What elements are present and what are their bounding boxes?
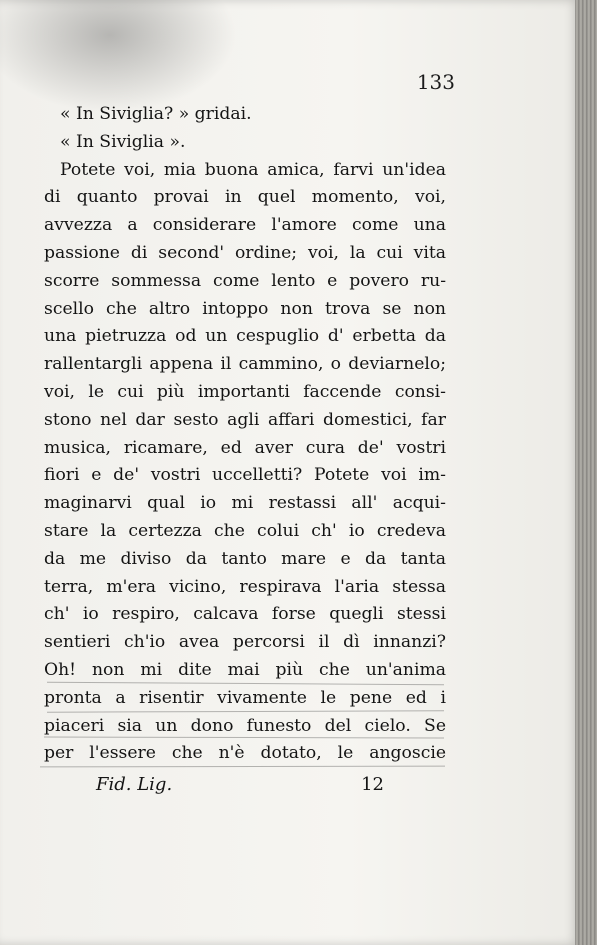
signature-mark: Fid. Lig.	[96, 774, 173, 795]
text-line: una pietruzza od un cespuglio d' erbetta da	[44, 326, 446, 347]
text-line: musica, ricamare, ed aver cura de' vostri	[44, 437, 446, 458]
page-footer	[44, 774, 446, 804]
text-line: passione di second' ordine; voi, la cui vita	[44, 242, 446, 263]
text-line: per l'essere che n'è dotato, le angoscie	[44, 743, 446, 764]
text-line: avvezza a considerare l'amore come una	[44, 215, 446, 236]
text-line: Potete voi, mia buona amica, farvi un'idea	[60, 159, 446, 180]
text-line: terra, m'era vicino, respirava l'aria stessa	[44, 576, 446, 597]
text-line: stono nel dar sesto agli affari domestici, far	[44, 409, 446, 430]
text-line: maginarvi qual io mi restassi all' acqui-	[44, 493, 446, 514]
text-line: rallentargli appena il cammino, o deviarnelo;	[44, 354, 446, 375]
text-line: scello che altro intoppo non trova se non	[44, 298, 446, 319]
page-number: 133	[416, 70, 455, 94]
text-line: « In Siviglia ».	[60, 131, 186, 152]
text-line: ch' io respiro, calcava forse quegli stessi	[44, 604, 446, 625]
text-line: sentieri ch'io avea percorsi il dì innanzi?	[44, 632, 446, 653]
gathering-number: 12	[361, 774, 384, 795]
text-line: « In Siviglia? » gridai.	[60, 104, 252, 124]
text-line: stare la certezza che colui ch' io credeva	[44, 520, 446, 541]
text-line: scorre sommessa come lento e povero ru-	[44, 270, 446, 291]
text-line: piaceri sia un dono funesto del cielo. Se	[44, 715, 446, 736]
page-text	[44, 101, 446, 768]
running-head	[60, 70, 455, 100]
text-line: voi, le cui più importanti faccende consi-	[44, 381, 446, 402]
text-line: fiori e de' vostri uccelletti? Potete voi im-	[44, 465, 446, 486]
text-line: di quanto provai in quel momento, voi,	[44, 187, 446, 208]
text-line: da me diviso da tanto mare e da tanta	[44, 548, 446, 569]
book-page-edge	[575, 0, 597, 945]
text-line: pronta a risentir vivamente le pene ed i	[44, 687, 446, 708]
text-line: Oh! non mi dite mai più che un'anima	[44, 659, 446, 680]
